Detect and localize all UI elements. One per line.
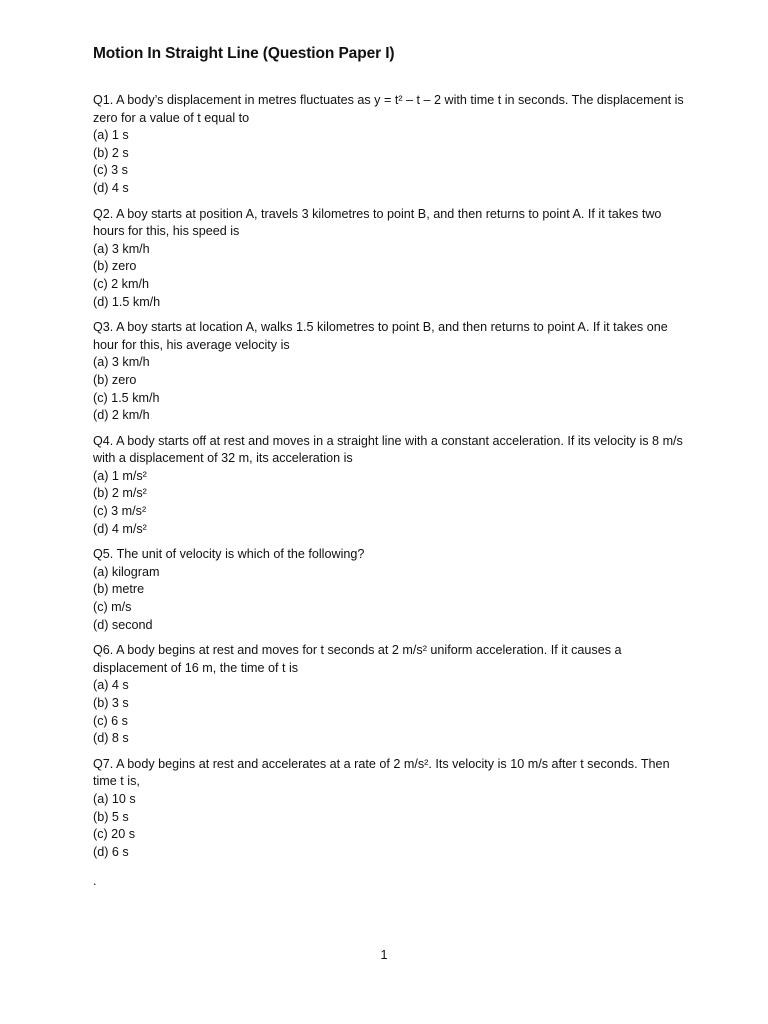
answer-option: (b) metre (93, 582, 145, 597)
answer-option: (d) 6 s (93, 844, 129, 859)
answer-option: (c) 20 s (93, 827, 135, 842)
answer-option: (a) kilogram (93, 564, 160, 579)
question-list (93, 92, 693, 861)
question-5 (93, 546, 693, 634)
answer-option: (a) 1 s (93, 128, 129, 143)
question-text: Q3. A boy starts at location A, walks 1.5 kilometres to point B, and then returns to point A. If it takes one hour for this, his average velocity is (93, 320, 668, 352)
answer-option: (d) 4 s (93, 180, 129, 195)
answer-option: (c) 3 s (93, 163, 128, 178)
question-text: Q7. A body begins at rest and accelerates at a rate of 2 m/s². Its velocity is 10 m/s after t seconds. Then time t is, (93, 756, 670, 789)
trailing-mark: . (93, 874, 97, 889)
answer-option: (a) 10 s (93, 791, 136, 806)
answer-option: (b) zero (93, 259, 137, 274)
answer-option: (b) 5 s (93, 809, 129, 824)
question-text: Q4. A body starts off at rest and moves in a straight line with a constant acceleration. If its velocity is 8 m/s with a displacement of 32 m, its acceleration is (93, 433, 683, 466)
answer-option: (d) 2 km/h (93, 408, 150, 423)
answer-option: (a) 3 km/h (93, 241, 150, 256)
page-title: Motion In Straight Line (Question Paper I) (93, 45, 395, 62)
question-text: Q1. A body’s displacement in metres fluctuates as y = t² – t – 2 with time t in seconds. The displacement is zero for a value of t equal to (93, 93, 684, 125)
answer-option: (d) 4 m/s² (93, 521, 147, 536)
answer-option: (b) 3 s (93, 696, 129, 710)
answer-option: (b) 2 m/s² (93, 486, 147, 501)
answer-option: (a) 1 m/s² (93, 468, 147, 483)
question-text: Q6. A body begins at rest and moves for t seconds at 2 m/s² uniform acceleration. If it causes a displacement of 16 m, the time of t is (93, 643, 622, 675)
question-6 (93, 642, 693, 748)
answer-option: (c) m/s (93, 600, 132, 615)
answer-option: (a) 4 s (93, 678, 129, 693)
answer-option: (c) 2 km/h (93, 276, 149, 291)
answer-option: (a) 3 km/h (93, 355, 150, 370)
question-2 (93, 206, 693, 312)
page-number: 1 (380, 948, 388, 962)
answer-option: (c) 3 m/s² (93, 504, 147, 519)
answer-option: (b) zero (93, 372, 137, 387)
answer-option: (d) 8 s (93, 731, 129, 746)
question-1 (93, 92, 693, 198)
question-3 (93, 319, 693, 425)
question-4 (93, 433, 693, 539)
answer-option: (c) 1.5 km/h (93, 390, 160, 405)
answer-option: (b) 2 s (93, 145, 129, 160)
question-text: Q2. A boy starts at position A, travels 3 kilometres to point B, and then returns to point A. If it takes two hours for this, his speed is (93, 206, 662, 239)
answer-option: (d) 1.5 km/h (93, 294, 161, 309)
answer-option: (c) 6 s (93, 713, 128, 728)
answer-option: (d) second (93, 617, 153, 632)
question-text: Q5. The unit of velocity is which of the following? (93, 547, 365, 562)
question-7 (93, 756, 693, 862)
page-content (93, 44, 693, 891)
